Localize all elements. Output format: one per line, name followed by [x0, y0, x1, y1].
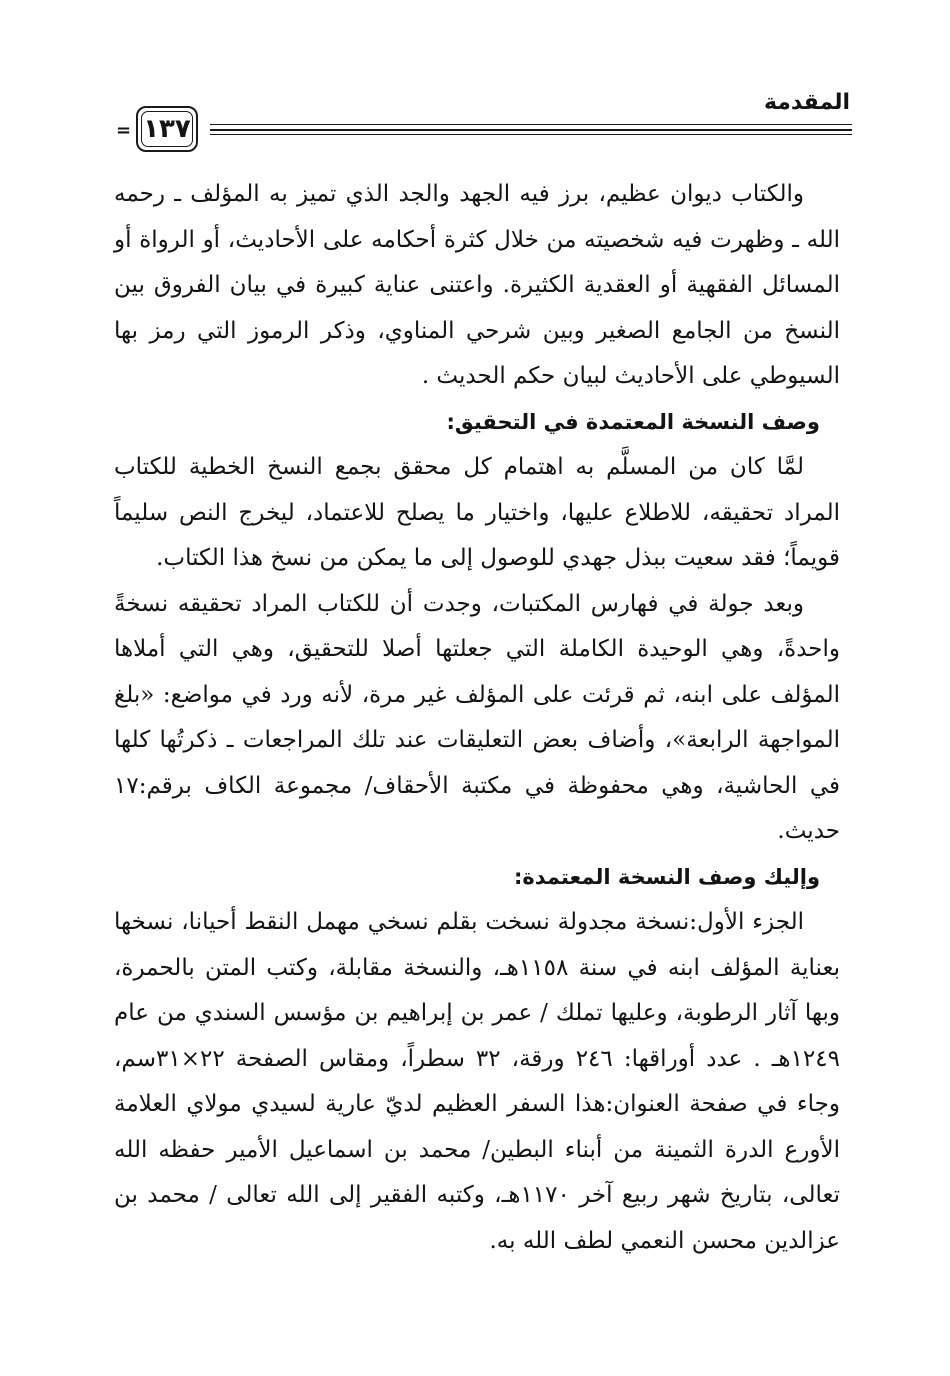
paragraph: لمَّا كان من المسلَّم به اهتمام كل محقق بجمع النسخ الخطية للكتاب المراد تحقيقه، للاطلاع عليها، واختيار ما يصلح للاعتماد، ليخرج النص سليماً قويماً؛ فقد سعيت ببذل جهدي للوصول إلى ما يمكن من نسخ هذا الكتاب. — [114, 454, 840, 571]
header-rule-line — [210, 129, 852, 131]
header-ornament: = — [116, 120, 132, 141]
page-number: ١٣٧ — [136, 106, 198, 152]
header-rule — [210, 122, 852, 140]
paragraph: الجزء الأول:نسخة مجدولة نسخت بقلم نسخي مهمل النقط أحيانا، نسخها بعناية المؤلف ابنه في سنة ١١٥٨هـ، والنسخة مقابلة، وكتب المتن بالحمرة، وبها آثار الرطوبة، وعليها تملك / عمر بن إبراهيم بن مؤسس السندي من عام ١٢٤٩هـ . عدد أوراقها: ٢٤٦ ورقة، ٣٢ سطراً، ومقاس الصفحة ٢٢×٣١سم، وجاء في صفحة العنوان:هذا السفر العظيم لديّ عارية لسيدي مولاي العلامة الأورع الدرة الثمينة من أبناء البطين/ محمد بن اسماعيل الأمير حفظه الله تعالى، بتاريخ شهر ربيع آخر ١١٧٠هـ، وكتبه الفقير إلى الله تعالى / محمد بن عزالدين محسن النعمي لطف الله به. — [114, 909, 840, 1254]
section-heading: وإليك وصف النسخة المعتمدة: — [513, 864, 820, 889]
header-rule-line — [210, 124, 852, 125]
section-heading: وصف النسخة المعتمدة في التحقيق: — [446, 409, 820, 434]
running-title: المقدمة — [763, 90, 850, 115]
header-rule-line — [210, 134, 852, 135]
body-text — [114, 172, 840, 1264]
paragraph: وبعد جولة في فهارس المكتبات، وجدت أن للكتاب المراد تحقيقه نسخةً واحدةً، وهي الوحيدة الكاملة التي جعلتها أصلا للتحقيق، وهي التي أملاها المؤلف على ابنه، ثم قرئت على المؤلف غير مرة، لأنه ورد في مواضع: «بلغ المواجهة الرابعة»، وأضاف بعض التعليقات عند تلك المراجعات ـ ذكرتُها كلها في الحاشية، وهي محفوظة في مكتبة الأحقاف/ مجموعة الكاف برقم:١٧ حديث. — [114, 590, 840, 844]
paragraph: والكتاب ديوان عظيم، برز فيه الجهد والجد الذي تميز به المؤلف ـ رحمه الله ـ وظهرت فيه شخصيته من خلال كثرة أحكامه على الأحاديث، أو الرواة أو المسائل الفقهية أو العقدية الكثيرة. واعتنى عناية كبيرة في بيان الفروق بين النسخ من الجامع الصغير وبين شرحي المناوي، وذكر الرموز التي رمز بها السيوطي على الأحاديث لبيان حكم الحديث . — [114, 181, 840, 389]
